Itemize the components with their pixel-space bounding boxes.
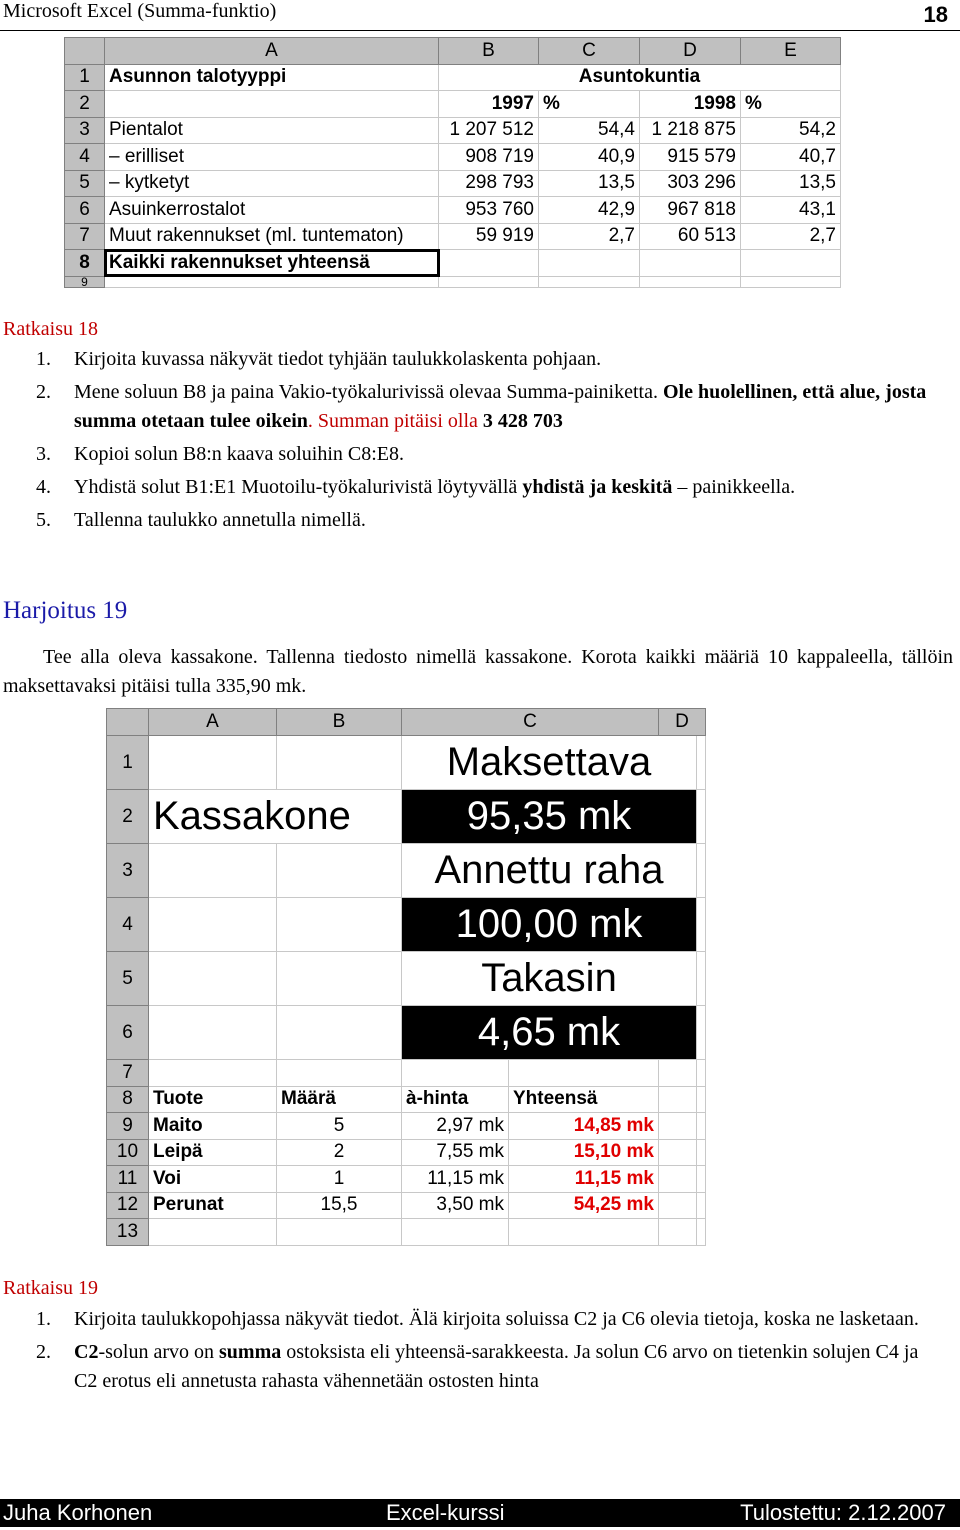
cell-d4[interactable]: 915 579 <box>640 144 741 171</box>
list-item: 2. Mene soluun B8 ja paina Vakio-työkalurivissä olevaa Summa-painiketta. Ole huolellinen, että alue, josta summa otetaan tulee oikein. Summan pitäisi olla 3 428 703 <box>36 381 927 432</box>
cell-d6[interactable]: 967 818 <box>640 197 741 224</box>
header-yhteensa[interactable]: Yhteensä <box>509 1086 659 1113</box>
cell-a2[interactable] <box>105 91 439 118</box>
cell-hinta[interactable]: 2,97 mk <box>402 1113 509 1140</box>
header-maara[interactable]: Määrä <box>277 1086 402 1113</box>
cell-a8-selected[interactable]: Kaikki rakennukset yhteensä <box>105 250 439 277</box>
row-header[interactable]: 8 <box>65 250 105 277</box>
cell-a2-kassakone[interactable]: Kassakone <box>149 790 402 844</box>
cell-a6[interactable]: Asuinkerrostalot <box>105 197 439 224</box>
cell-hinta[interactable]: 11,15 mk <box>402 1166 509 1193</box>
page-number: 18 <box>923 2 948 27</box>
row-header[interactable]: 5 <box>107 952 149 1006</box>
row-header[interactable]: 6 <box>107 1006 149 1060</box>
table-row <box>65 197 841 224</box>
cell-c5-takasin[interactable]: Takasin <box>402 952 697 1006</box>
row-header[interactable]: 10 <box>107 1139 149 1166</box>
row-header[interactable]: 9 <box>65 276 105 287</box>
column-header-row <box>65 38 841 65</box>
ratkaisu-18-list <box>36 345 936 539</box>
row-header[interactable]: 7 <box>107 1060 149 1087</box>
list-item: 3. Kopioi solun B8:n kaava soluihin C8:E8. <box>36 443 404 465</box>
row-header[interactable]: 7 <box>65 223 105 250</box>
row-header[interactable]: 12 <box>107 1192 149 1219</box>
ratkaisu-18-title: Ratkaisu 18 <box>3 318 98 340</box>
harjoitus-19-text: Tee alla oleva kassakone. Tallenna tiedosto nimellä kassakone. Korota kaikki määriä 10 kappaleella, tällöin maksettavaksi pitäisi tulla 335,90 mk. <box>3 646 953 697</box>
cell-d7[interactable]: 60 513 <box>640 223 741 250</box>
cell-c6[interactable]: 42,9 <box>539 197 640 224</box>
cell-c1-maksettava[interactable]: Maksettava <box>402 736 697 790</box>
cell-e8[interactable] <box>741 250 841 277</box>
table-row <box>65 170 841 197</box>
corner-cell[interactable] <box>107 709 149 736</box>
cell-a1[interactable]: Asunnon talotyyppi <box>105 64 439 91</box>
harjoitus-19-title: Harjoitus 19 <box>3 597 128 624</box>
column-header-b[interactable]: B <box>277 709 402 736</box>
table-row <box>107 1060 706 1087</box>
row-header[interactable]: 1 <box>107 736 149 790</box>
cell-maara[interactable]: 1 <box>277 1166 402 1193</box>
row-header[interactable]: 2 <box>65 91 105 118</box>
cell-yhteensa[interactable]: 11,15 mk <box>509 1166 659 1193</box>
cell-a5[interactable]: – kytketyt <box>105 170 439 197</box>
row-header[interactable]: 4 <box>107 898 149 952</box>
cell-d5[interactable]: 303 296 <box>640 170 741 197</box>
column-header-e[interactable]: E <box>741 38 841 65</box>
cell-c3[interactable]: 54,4 <box>539 117 640 144</box>
list-item: 5. Tallenna taulukko annetulla nimellä. <box>36 509 366 531</box>
cell-a7[interactable]: Muut rakennukset (ml. tuntematon) <box>105 223 439 250</box>
cell-maara[interactable]: 5 <box>277 1113 402 1140</box>
column-header-c[interactable]: C <box>539 38 640 65</box>
cell-e7[interactable]: 2,7 <box>741 223 841 250</box>
table-row <box>107 790 706 844</box>
cell-a3[interactable]: Pientalot <box>105 117 439 144</box>
footer-author: Juha Korhonen <box>3 1500 153 1525</box>
cell-c2-total[interactable]: 95,35 mk <box>402 790 697 844</box>
list-item: 1. Kirjoita kuvassa näkyvät tiedot tyhjään taulukkolaskenta pohjaan. <box>36 348 602 370</box>
header-a-hinta[interactable]: à-hinta <box>402 1086 509 1113</box>
table-row <box>65 117 841 144</box>
cell-c5[interactable]: 13,5 <box>539 170 640 197</box>
table-row <box>65 91 841 118</box>
list-item: 2. C2-solun arvo on summa ostoksista eli yhteensä-sarakkeesta. Ja solun C6 arvo on tietenkin solujen C4 ja C2 erotus eli annetusta rahasta vähennetään ostosten hinta <box>36 1341 919 1392</box>
cell-hinta[interactable]: 7,55 mk <box>402 1139 509 1166</box>
row-header[interactable]: 5 <box>65 170 105 197</box>
table-row <box>107 1086 706 1113</box>
row-header[interactable]: 3 <box>107 844 149 898</box>
cell-c2[interactable]: % <box>539 91 640 118</box>
cell-yhteensa[interactable]: 14,85 mk <box>509 1113 659 1140</box>
header-rule <box>0 30 960 31</box>
row-header[interactable]: 8 <box>107 1086 149 1113</box>
page-footer <box>0 1499 960 1527</box>
cell-c7[interactable]: 2,7 <box>539 223 640 250</box>
row-header[interactable]: 9 <box>107 1113 149 1140</box>
cell-a4[interactable]: – erilliset <box>105 144 439 171</box>
cell-b2[interactable]: 1997 <box>439 91 539 118</box>
ratkaisu-19-title: Ratkaisu 19 <box>3 1277 98 1299</box>
spreadsheet-asuntokunnat <box>64 37 841 288</box>
footer-course: Excel-kurssi <box>386 1500 505 1525</box>
cell-c6-change[interactable]: 4,65 mk <box>402 1006 697 1060</box>
table-row <box>107 736 706 790</box>
table-row <box>107 898 706 952</box>
cell-e3[interactable]: 54,2 <box>741 117 841 144</box>
table-row <box>107 952 706 1006</box>
cell-tuote[interactable]: Leipä <box>149 1139 277 1166</box>
table-row <box>107 1192 706 1219</box>
column-header-a[interactable]: A <box>149 709 277 736</box>
cell-b6[interactable]: 953 760 <box>439 197 539 224</box>
cell-e2[interactable]: % <box>741 91 841 118</box>
cell-yhteensa[interactable]: 15,10 mk <box>509 1139 659 1166</box>
column-header-d[interactable]: D <box>659 709 706 736</box>
table-row <box>65 64 841 91</box>
table-row <box>65 250 841 277</box>
row-header[interactable]: 11 <box>107 1166 149 1193</box>
row-header[interactable]: 3 <box>65 117 105 144</box>
header-tuote[interactable]: Tuote <box>149 1086 277 1113</box>
row-header[interactable]: 4 <box>65 144 105 171</box>
row-header[interactable]: 13 <box>107 1219 149 1246</box>
cell-d3[interactable]: 1 218 875 <box>640 117 741 144</box>
cell-tuote[interactable]: Voi <box>149 1166 277 1193</box>
column-header-c[interactable]: C <box>402 709 659 736</box>
column-header-d[interactable]: D <box>640 38 741 65</box>
column-header-row <box>107 709 706 736</box>
cell-d8[interactable] <box>640 250 741 277</box>
list-item: 1. Kirjoita taulukkopohjassa näkyvät tiedot. Älä kirjoita soluissa C2 ja C6 olevia tietoja, koska ne lasketaan. <box>36 1308 919 1330</box>
cell-hinta[interactable]: 3,50 mk <box>402 1192 509 1219</box>
header-title: Microsoft Excel (Summa-funktio) <box>3 0 277 22</box>
table-row <box>107 1219 706 1246</box>
row-header[interactable]: 2 <box>107 790 149 844</box>
row-header[interactable]: 1 <box>65 64 105 91</box>
cell-b8[interactable] <box>439 250 539 277</box>
column-header-b[interactable]: B <box>439 38 539 65</box>
cell-tuote[interactable]: Perunat <box>149 1192 277 1219</box>
row-header[interactable]: 6 <box>65 197 105 224</box>
table-row <box>107 1006 706 1060</box>
cell-c4[interactable]: 40,9 <box>539 144 640 171</box>
table-row <box>107 1113 706 1140</box>
column-header-a[interactable]: A <box>105 38 439 65</box>
corner-cell[interactable] <box>65 38 105 65</box>
table-row <box>107 1166 706 1193</box>
cell-d2[interactable]: 1998 <box>640 91 741 118</box>
spreadsheet-kassakone <box>106 708 706 1246</box>
cell-b7[interactable]: 59 919 <box>439 223 539 250</box>
cell-yhteensa[interactable]: 54,25 mk <box>509 1192 659 1219</box>
footer-printed: Tulostettu: 2.12.2007 <box>740 1500 946 1525</box>
list-item: 4. Yhdistä solut B1:E1 Muotoilu-työkalurivistä löytyvällä yhdistä ja keskitä – painikkeella. <box>36 476 796 498</box>
cell-b4[interactable]: 908 719 <box>439 144 539 171</box>
cell-b5[interactable]: 298 793 <box>439 170 539 197</box>
cell-tuote[interactable]: Maito <box>149 1113 277 1140</box>
table-row <box>107 844 706 898</box>
cell-c4-paid[interactable]: 100,00 mk <box>402 898 697 952</box>
table-row <box>65 223 841 250</box>
ratkaisu-19-list <box>36 1305 936 1400</box>
cell-maara[interactable]: 15,5 <box>277 1192 402 1219</box>
cell-c8[interactable] <box>539 250 640 277</box>
cell-b1-merged[interactable]: Asuntokuntia <box>439 64 841 91</box>
cell-c3-annettu[interactable]: Annettu raha <box>402 844 697 898</box>
cell-e5[interactable]: 13,5 <box>741 170 841 197</box>
cell-maara[interactable]: 2 <box>277 1139 402 1166</box>
table-row <box>107 1139 706 1166</box>
table-row <box>65 276 841 287</box>
table-row <box>65 144 841 171</box>
cell-e6[interactable]: 43,1 <box>741 197 841 224</box>
cell-e4[interactable]: 40,7 <box>741 144 841 171</box>
cell-b3[interactable]: 1 207 512 <box>439 117 539 144</box>
